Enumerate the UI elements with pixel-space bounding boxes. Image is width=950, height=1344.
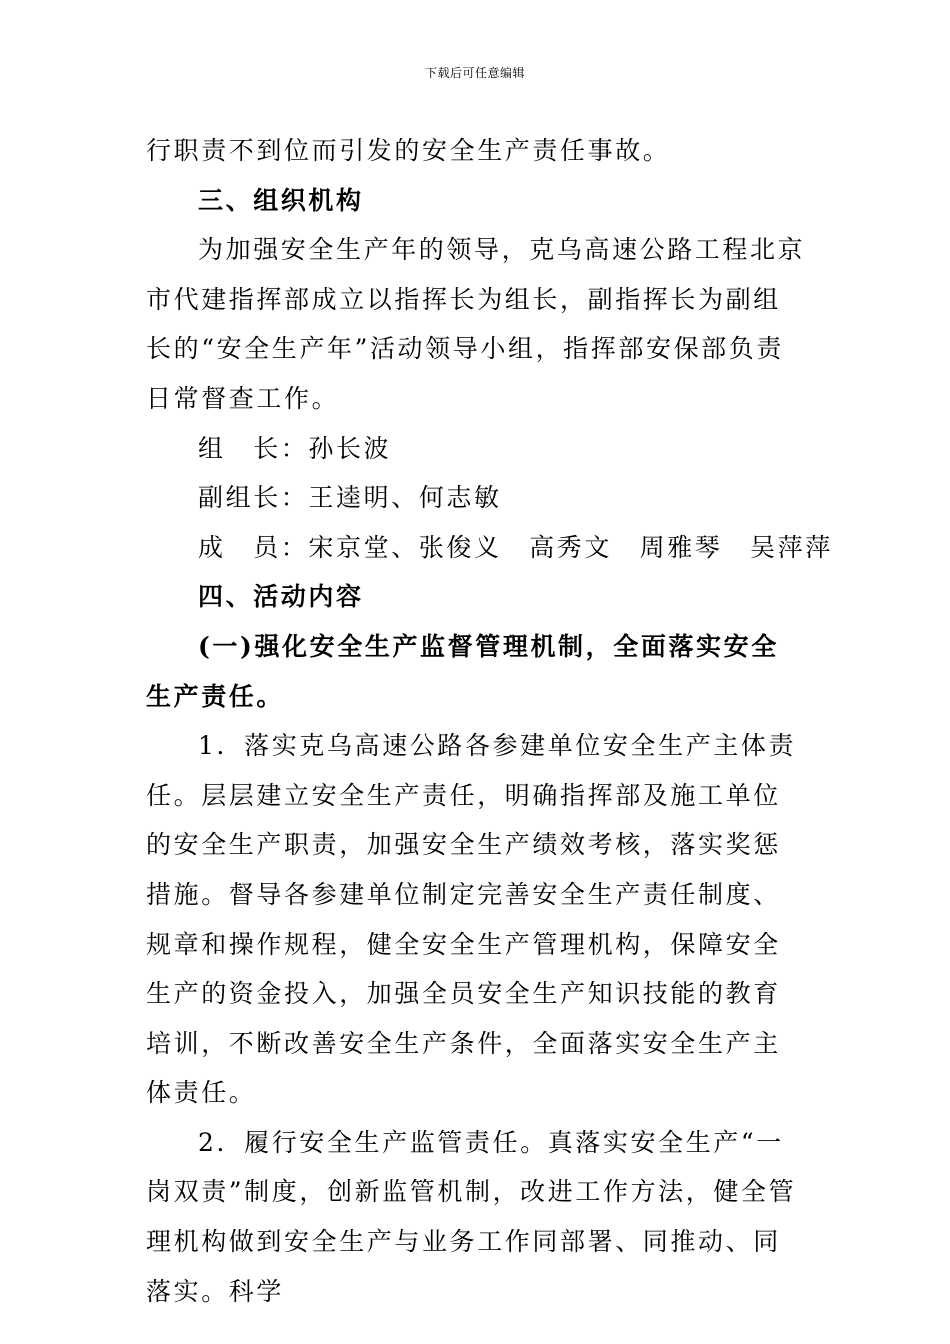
page-header: 下载后可任意编辑 xyxy=(424,66,525,80)
item-1-paragraph: 1．落实克乌高速公路各参建单位安全生产主体责任。层层建立安全生产责任，明确指挥部及施工单位的安全生产职责，加强安全生产绩效考核，落实奖惩措施。督导各参建单位制定完善安全生产责任制度、规章和操作规程，健全安全生产管理机构，保障安全生产的资金投入，加强全员安全生产知识技能的教育培训，不断改善安全生产条件，全面落实安全生产主体责任。 xyxy=(146,731,797,1108)
item-2-paragraph: 2．履行安全生产监管责任。真落实安全生产“一岗双责”制度，创新监管机制，改进工作方法，健全管理机构做到安全生产与业务工作同部署、同推动、同落实。科学 xyxy=(146,1127,797,1306)
document-body xyxy=(146,126,833,1316)
leader-line: 组 长：孙长波 xyxy=(198,433,392,463)
subsection-heading-1: (一)强化安全生产监督管理机制，全面落实安全生产责任。 xyxy=(146,631,779,711)
section-heading-organization: 三、组织机构 xyxy=(198,185,364,215)
continuation-paragraph: 行职责不到位而引发的安全生产责任事故。 xyxy=(146,136,671,165)
organization-paragraph: 为加强安全生产年的领导，克乌高速公路工程北京市代建指挥部成立以指挥长为组长，副指挥长为副组长的“安全生产年”活动领导小组，指挥部安保部负责日常督查工作。 xyxy=(146,235,806,413)
members-line: 成 员：宋京堂、张俊义 高秀文 周雅琴 吴萍萍 xyxy=(198,532,833,562)
section-heading-activities: 四、活动内容 xyxy=(198,582,364,612)
deputy-line: 副组长：王逵明、何志敏 xyxy=(198,483,502,513)
